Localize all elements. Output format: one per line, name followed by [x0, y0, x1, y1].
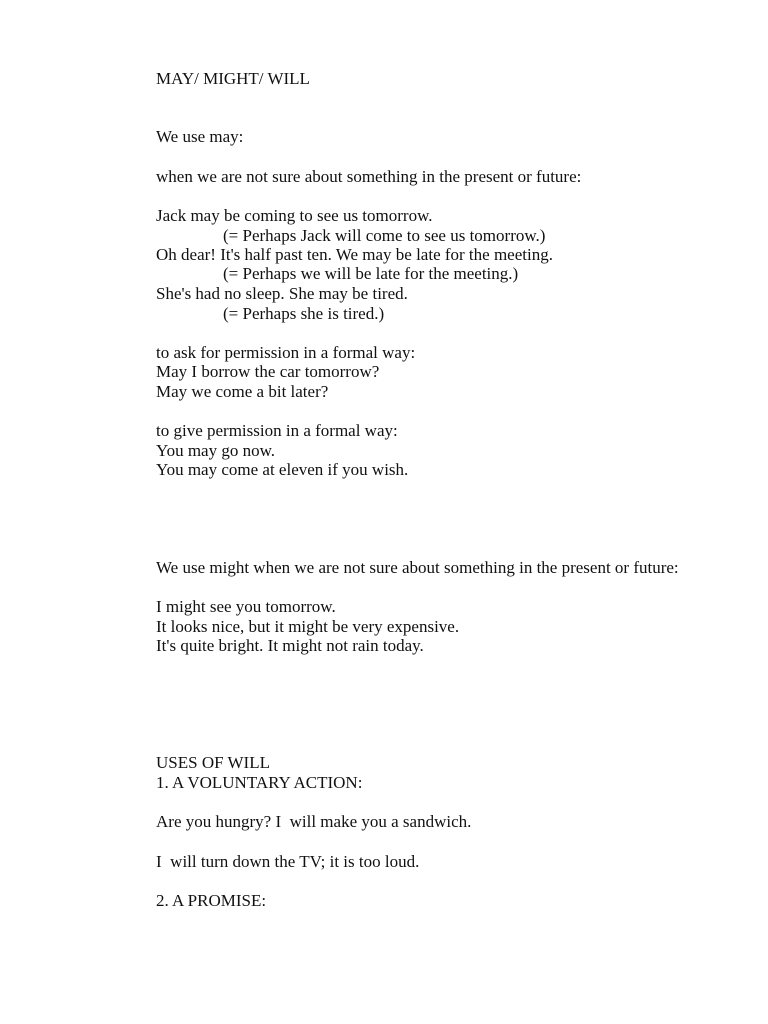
may-give-example: You may come at eleven if you wish. [156, 460, 409, 479]
may-uncertainty-heading: when we are not sure about something in the present or future: [156, 167, 582, 186]
may-give-example: You may go now. [156, 441, 276, 460]
document-title: MAY/ MIGHT/ WILL [156, 69, 310, 88]
may-example-gloss: (= Perhaps Jack will come to see us tomorrow.) [223, 226, 546, 245]
may-example-sentence: Jack may be coming to see us tomorrow. [156, 206, 433, 225]
may-example-sentence: Oh dear! It's half past ten. We may be late for the meeting. [156, 245, 553, 264]
might-example: I might see you tomorrow. [156, 597, 336, 616]
will-section2-heading: 2. A PROMISE: [156, 891, 267, 910]
may-give-heading: to give permission in a formal way: [156, 421, 398, 440]
may-ask-heading: to ask for permission in a formal way: [156, 343, 416, 362]
will-section1-example: I will turn down the TV; it is too loud. [156, 852, 420, 871]
may-ask-example: May I borrow the car tomorrow? [156, 362, 380, 381]
may-example-sentence: She's had no sleep. She may be tired. [156, 284, 408, 303]
might-example: It's quite bright. It might not rain today. [156, 636, 424, 655]
might-example: It looks nice, but it might be very expensive. [156, 617, 460, 636]
may-example-gloss: (= Perhaps she is tired.) [223, 304, 385, 323]
may-ask-example: May we come a bit later? [156, 382, 329, 401]
may-intro: We use may: [156, 127, 244, 146]
may-example-gloss: (= Perhaps we will be late for the meeting.) [223, 264, 519, 283]
might-intro: We use might when we are not sure about something in the present or future: [156, 558, 679, 577]
will-section1-example: Are you hungry? I will make you a sandwich. [156, 812, 472, 831]
will-section1-heading: 1. A VOLUNTARY ACTION: [156, 773, 363, 792]
will-heading: USES OF WILL [156, 753, 270, 772]
